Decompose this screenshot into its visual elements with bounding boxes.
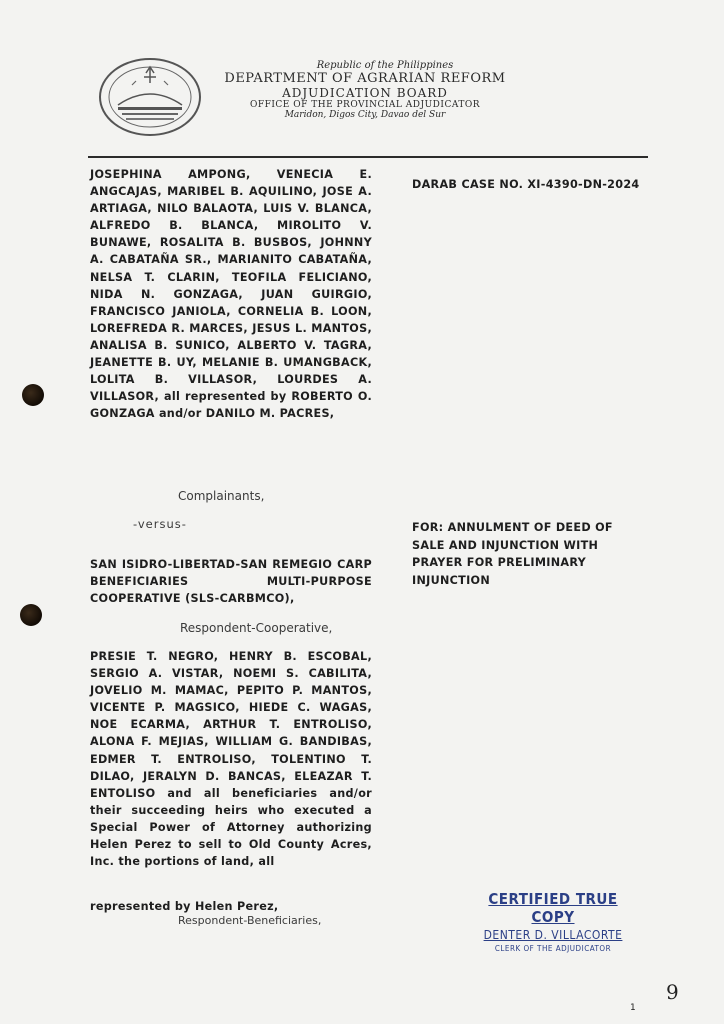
letterhead-republic: Republic of the Philippines <box>316 60 454 71</box>
dar-seal-logo <box>96 55 204 139</box>
versus-label: -versus- <box>133 517 187 531</box>
letterhead-address: Maridon, Digos City, Davao del Sur <box>284 110 446 120</box>
punch-hole-bottom <box>20 604 42 626</box>
punch-hole-top <box>22 384 44 406</box>
complainants-role: Complainants, <box>178 489 265 503</box>
respondent-beneficiaries-role: Respondent-Beneficiaries, <box>178 914 322 927</box>
stamp-name: DENTER D. VILLACORTE <box>483 928 623 942</box>
stamp-position: CLERK OF THE ADJUDICATOR <box>494 944 612 953</box>
handwritten-page-number: 9 <box>666 980 679 1004</box>
respondent-cooperative-name: SAN ISIDRO-LIBERTAD-SAN REMEGIO CARP BENEFICIARIES MULTI-PURPOSE COOPERATIVE (SLS-CARBMCO), <box>90 558 372 606</box>
letterhead <box>215 60 515 120</box>
letterhead-department: DEPARTMENT OF AGRARIAN REFORM <box>224 71 506 86</box>
letterhead-office: OFFICE OF THE PROVINCIAL ADJUDICATOR <box>250 100 480 110</box>
letterhead-board: ADJUDICATION BOARD <box>282 86 448 100</box>
header-divider <box>88 156 648 158</box>
page-number: 1 <box>630 1003 636 1013</box>
respondent-beneficiaries-represented: represented by Helen Perez, <box>90 900 279 913</box>
respondent-cooperative-role: Respondent-Cooperative, <box>180 621 333 635</box>
complainants-names: JOSEPHINA AMPONG, VENECIA E. ANGCAJAS, MARIBEL B. AQUILINO, JOSE A. ARTIAGA, NILO BALAOTA, LUIS V. BLANCA, ALFREDO B. BLANCA, MIROLITO V. BUNAWE, ROSALITA B. BUSBOS, JOHNNY A. CABATAÑA SR., MARIANITO CABATAÑA, NELSA T. CLARIN, TEOFILA FELICIANO, NIDA N. GONZAGA, JUAN GUIRGIO, FRANCISCO JANIOLA, CORNELIA B. LOON, LOREFREDA R. MARCES, JESUS L. MANTOS, ANALISA B. SUNICO, ALBERTO V. TAGRA, JEANETTE B. UY, MELANIE B. UMANGBACK, LOLITA B. VILLASOR, LOURDES A. VILLASOR, all represented by ROBERTO O. GONZAGA and/or DANILO M. PACRES, <box>90 168 372 421</box>
respondent-beneficiaries-names: PRESIE T. NEGRO, HENRY B. ESCOBAL, SERGIO A. VISTAR, NOEMI S. CABILITA, JOVELIO M. MAMAC, PEPITO P. MANTOS, VICENTE P. MAGSICO, HIEDE C. WAGAS, NOE ECARMA, ARTHUR T. ENTROLISO, ALONA F. MEJIAS, WILLIAM G. BANDIBAS, EDMER T. ENTROLISO, TOLENTINO T. DILAO, JERALYN D. BANCAS, ELEAZAR T. ENTOLISO and all beneficiaries and/or their succeeding heirs who executed a Special Power of Attorney authorizing Helen Perez to sell to Old County Acres, Inc. the portions of land, all <box>90 650 372 869</box>
certified-true-copy-stamp <box>468 890 638 953</box>
case-subject: FOR: ANNULMENT OF DEED OF SALE AND INJUNCTION WITH PRAYER FOR PRELIMINARY INJUNCTION <box>412 521 613 587</box>
stamp-title: CERTIFIED TRUE COPY <box>488 890 618 926</box>
case-number: DARAB CASE NO. XI-4390-DN-2024 <box>412 178 640 191</box>
